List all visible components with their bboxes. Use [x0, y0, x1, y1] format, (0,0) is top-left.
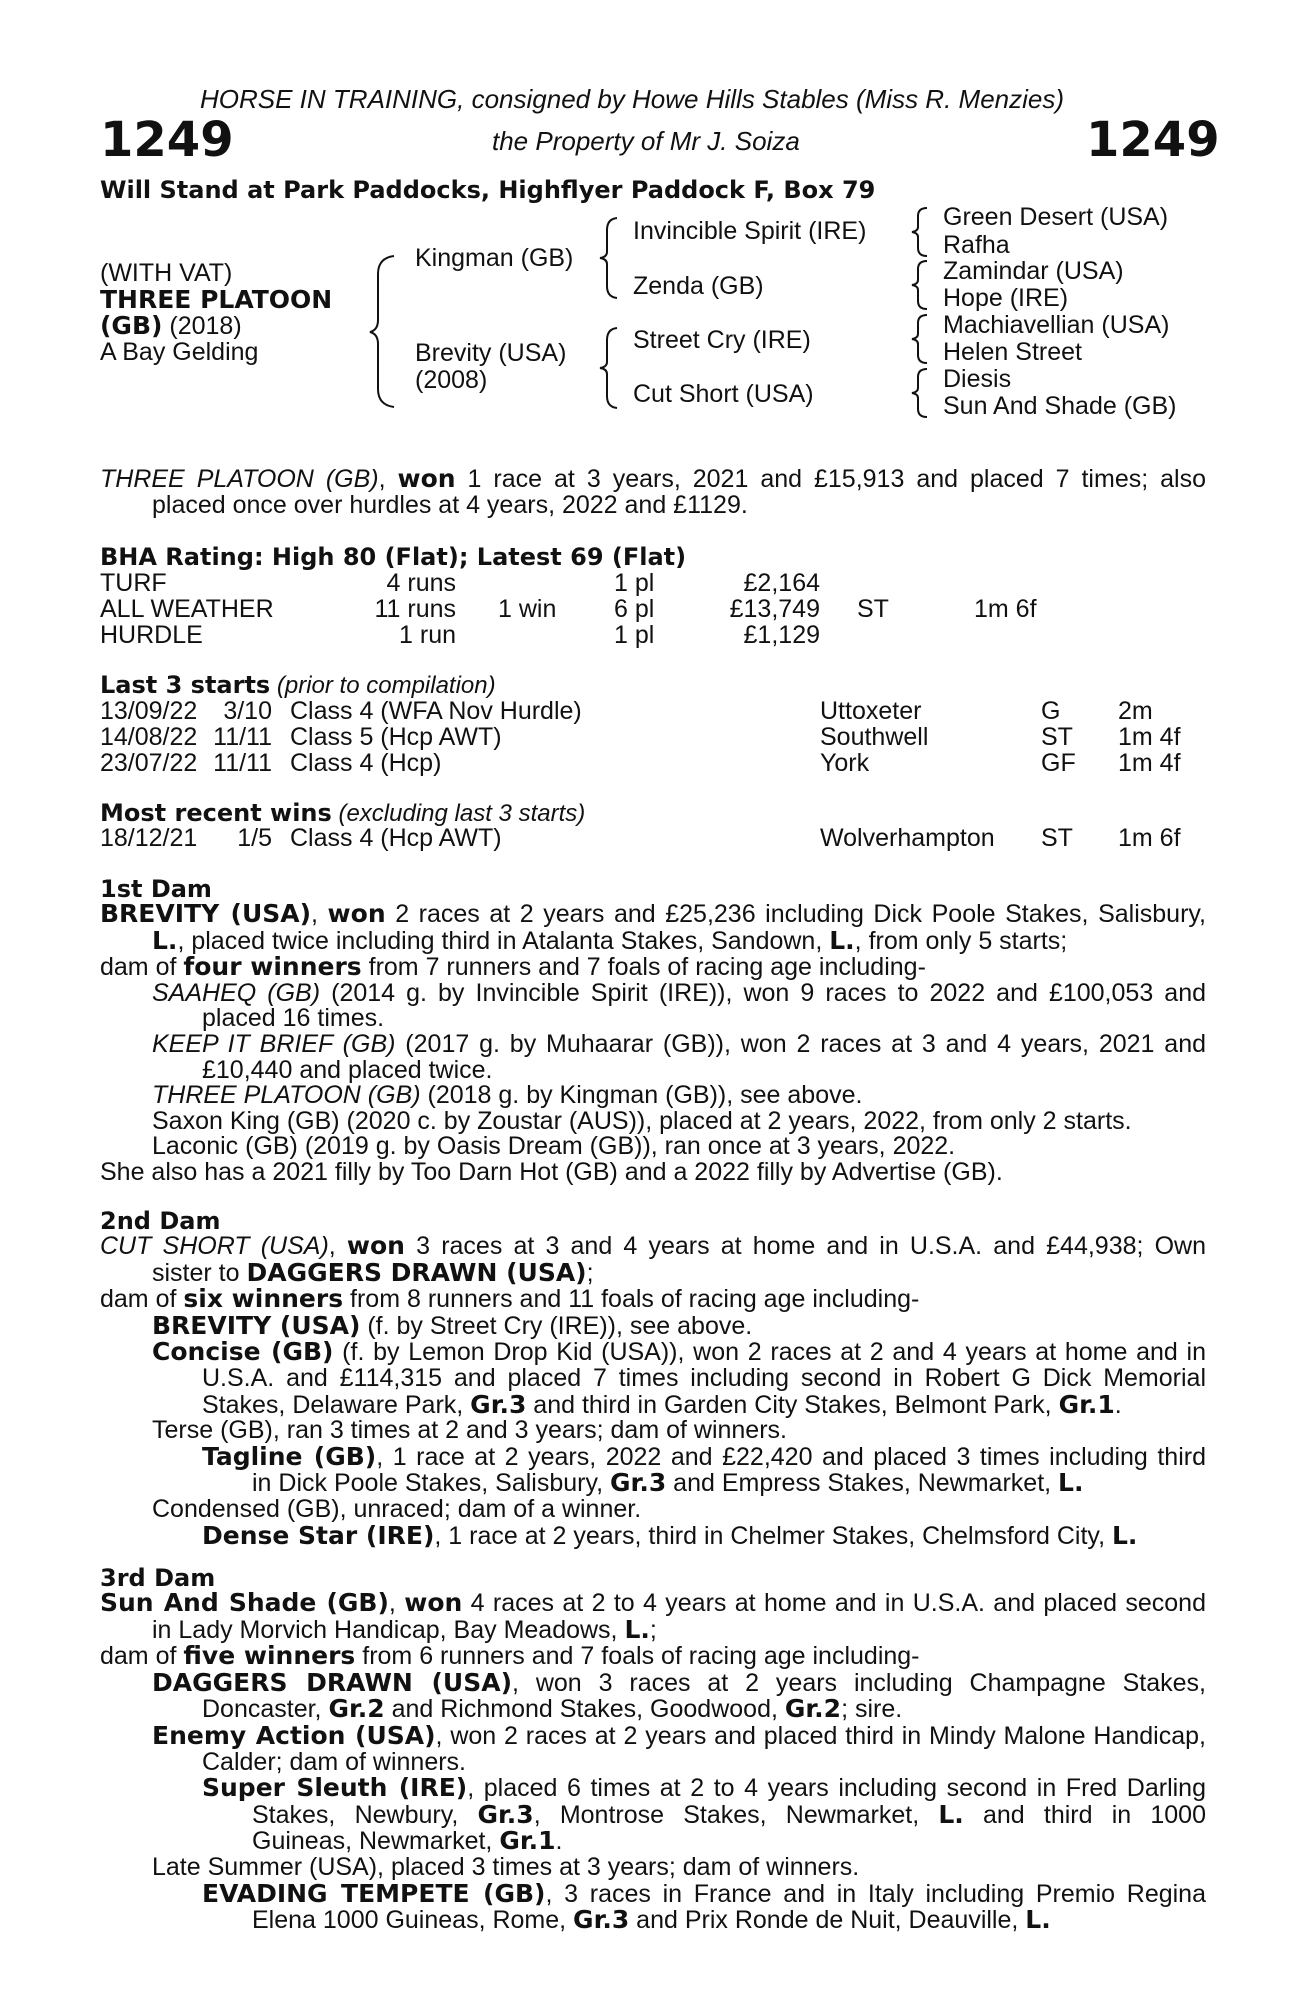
rating-prize: £2,164 [743, 569, 820, 597]
rating-surface: HURDLE [100, 621, 203, 649]
pedigree-sire: Kingman (GB) [415, 244, 574, 272]
dam1-block: BREVITY (USA), won 2 races at 2 years and £25,236 including Dick Poole Stakes, Salisbury, L., placed twice including third in Atalanta Stakes, Sandown, L., from only 5 starts; dam of four winners from 7 runners and 7 foals of racing age including- SAAHEQ (GB) (2014 g. by Invincible Spirit (IRE)), won 9 races to 2022 and £100,053 and placed 16 times. KEEP IT BRIEF (GB) (2017 g. by Muhaarar (GB)), won 2 races at 3 and 4 years, 2021 and £10,440 and placed twice. THREE PLATOON (GB) (2018 g. by Kingman (GB)), see above. Saxon King (GB) (2020 c. by Zoustar (AUS)), placed at 2 years, 2022, from only 2 starts. Laconic (GB) (2019 g. by Oasis Dream (GB)), ran once at 3 years, 2022. She also has a 2021 filly by Too Darn Hot (GB) and a 2022 filly by Advertise (GB). [100, 899, 1207, 1186]
pedigree-brace-g4 [910, 367, 930, 419]
rating-dist: 1m 6f [974, 595, 1037, 623]
last-start-course: York [820, 749, 870, 777]
property-line: the Property of Mr J. Soiza [492, 126, 800, 156]
recent-win-going: ST [1041, 824, 1073, 852]
summary-paragraph: THREE PLATOON (GB), won 1 race at 3 years, 2021 and £15,913 and placed 7 times; also placed once over hurdles at 4 years, 2022 and £1129. [100, 464, 1206, 519]
last-start-dist: 1m 4f [1118, 723, 1181, 751]
last-start-date: 14/08/22 [100, 723, 198, 751]
horse-description: A Bay Gelding [100, 338, 259, 366]
last-start-row [0, 723, 1314, 749]
pedigree-brace-g1 [910, 206, 930, 258]
last-start-dist: 1m 4f [1118, 749, 1181, 777]
rating-row [0, 621, 1314, 647]
pedigree-brace-main [368, 254, 398, 409]
vat-note: (WITH VAT) [100, 259, 233, 287]
rating-prize: £13,749 [729, 595, 820, 623]
last-start-course: Uttoxeter [820, 697, 922, 725]
last-start-pos: 11/11 [213, 723, 272, 751]
horse-country: (GB) [100, 311, 163, 340]
dam3-title: 3rd Dam [100, 1564, 216, 1592]
pedigree-dam-dam: Cut Short (USA) [633, 380, 814, 408]
pedigree-g8: Sun And Shade (GB) [943, 392, 1177, 420]
last-start-race: Class 5 (Hcp AWT) [290, 723, 502, 751]
last-start-race: Class 4 (Hcp) [290, 749, 442, 777]
pedigree-brace-sire [598, 216, 620, 300]
rating-title: BHA Rating: High 80 (Flat); Latest 69 (Flat) [100, 543, 687, 571]
rating-going: ST [857, 595, 889, 623]
recent-win-pos: 1/5 [237, 824, 272, 852]
pedigree-brace-dam [598, 326, 620, 410]
rating-placed: 1 pl [614, 569, 655, 597]
pedigree-sire-sire: Invincible Spirit (IRE) [633, 217, 867, 245]
rating-prize: £1,129 [743, 621, 820, 649]
horse-country-year [100, 313, 242, 339]
pedigree-g5: Machiavellian (USA) [943, 311, 1170, 339]
dam3-block: Sun And Shade (GB), won 4 races at 2 to 4 years at home and in U.S.A. and placed second in Lady Morvich Handicap, Bay Meadows, L.; dam of five winners from 6 runners and 7 foals of racing age including- DAGGERS DRAWN (USA), won 3 races at 2 years including Champagne Stakes, Doncaster, Gr.2 and Richmond Stakes, Goodwood, Gr.2; sire. Enemy Action (USA), won 2 races at 2 years and placed third in Mindy Malone Handicap, Calder; dam of winners. Super Sleuth (IRE), placed 6 times at 2 to 4 years including second in Fred Darling Stakes, Newbury, Gr.3, Montrose Stakes, Newmarket, L. and third in 1000 Guineas, Newmarket, Gr.1. Late Summer (USA), placed 3 times at 3 years; dam of winners. EVADING TEMPETE (GB), 3 races in France and in Italy including Premio Regina Elena 1000 Guineas, Rome, Gr.3 and Prix Ronde de Nuit, Deauville, L. [100, 1588, 1206, 1935]
last-start-course: Southwell [820, 723, 929, 751]
rating-runs: 11 runs [374, 595, 456, 623]
lot-number-left: 1249 [100, 112, 234, 168]
last-start-date: 13/09/22 [100, 697, 198, 725]
last-start-row [0, 697, 1314, 723]
recent-win-course: Wolverhampton [820, 824, 995, 852]
pedigree-brace-g2 [910, 259, 930, 311]
horse-name: THREE PLATOON [100, 285, 333, 314]
dam1-title: 1st Dam [100, 875, 212, 903]
rating-row [0, 569, 1314, 595]
pedigree-g2: Rafha [943, 231, 1010, 259]
stand-location: Will Stand at Park Paddocks, Highflyer Paddock F, Box 79 [100, 176, 876, 204]
dam2-block: CUT SHORT (USA), won 3 races at 3 and 4 years at home and in U.S.A. and £44,938; Own sister to DAGGERS DRAWN (USA); dam of six winners from 8 runners and 11 foals of racing age including- BREVITY (USA) (f. by Street Cry (IRE)), see above. Concise (GB) (f. by Lemon Drop Kid (USA)), won 2 races at 2 and 4 years at home and in U.S.A. and £114,315 and placed 7 times including second in Robert G Dick Memorial Stakes, Delaware Park, Gr.3 and third in Garden City Stakes, Belmont Park, Gr.1. Terse (GB), ran 3 times at 2 and 3 years; dam of winners. Tagline (GB), 1 race at 2 years, 2022 and £22,420 and placed 3 times including third in Dick Poole Stakes, Salisbury, Gr.3 and Empress Stakes, Newmarket, L. Condensed (GB), unraced; dam of a winner. Dense Star (IRE), 1 race at 2 years, third in Chelmer Stakes, Chelmsford City, L. [100, 1231, 1207, 1550]
last-start-row [0, 749, 1314, 775]
pedigree-dam-year: (2008) [415, 366, 488, 394]
pedigree-g3: Zamindar (USA) [943, 257, 1124, 285]
last-start-pos: 3/10 [223, 697, 272, 725]
recent-win-row [0, 824, 1314, 850]
last-start-dist: 2m [1118, 697, 1153, 725]
recent-win-date: 18/12/21 [100, 824, 198, 852]
pedigree-dam: Brevity (USA) [415, 339, 567, 367]
recent-win-race: Class 4 (Hcp AWT) [290, 824, 502, 852]
last-start-date: 23/07/22 [100, 749, 198, 777]
recent-win-dist: 1m 6f [1118, 824, 1181, 852]
rating-surface: ALL WEATHER [100, 595, 274, 623]
rating-wins: 1 win [498, 595, 557, 623]
lot-number-right: 1249 [1086, 112, 1220, 168]
last-start-race: Class 4 (WFA Nov Hurdle) [290, 697, 582, 725]
rating-runs: 4 runs [386, 569, 456, 597]
last-start-pos: 11/11 [213, 749, 272, 777]
pedigree-dam-sire: Street Cry (IRE) [633, 326, 811, 354]
last-start-going: G [1041, 697, 1061, 725]
pedigree-g7: Diesis [943, 365, 1012, 393]
rating-surface: TURF [100, 569, 167, 597]
rating-runs: 1 run [399, 621, 456, 649]
last-start-going: ST [1041, 723, 1073, 751]
rating-placed: 6 pl [614, 595, 655, 623]
consignor-line: HORSE IN TRAINING, consigned by Howe Hills Stables (Miss R. Menzies) [200, 84, 1065, 114]
rating-placed: 1 pl [614, 621, 655, 649]
pedigree-g1: Green Desert (USA) [943, 203, 1169, 231]
horse-year: (2018) [169, 312, 242, 340]
rating-row [0, 595, 1314, 621]
pedigree-g6: Helen Street [943, 338, 1082, 366]
last-start-going: GF [1041, 749, 1076, 777]
pedigree-sire-dam: Zenda (GB) [633, 272, 764, 300]
dam2-title: 2nd Dam [100, 1207, 221, 1235]
recent-wins-heading: Most recent wins (excluding last 3 starts) [100, 799, 586, 827]
pedigree-brace-g3 [910, 313, 930, 365]
pedigree-g4: Hope (IRE) [943, 284, 1069, 312]
last-starts-heading: Last 3 starts (prior to compilation) [100, 671, 496, 699]
